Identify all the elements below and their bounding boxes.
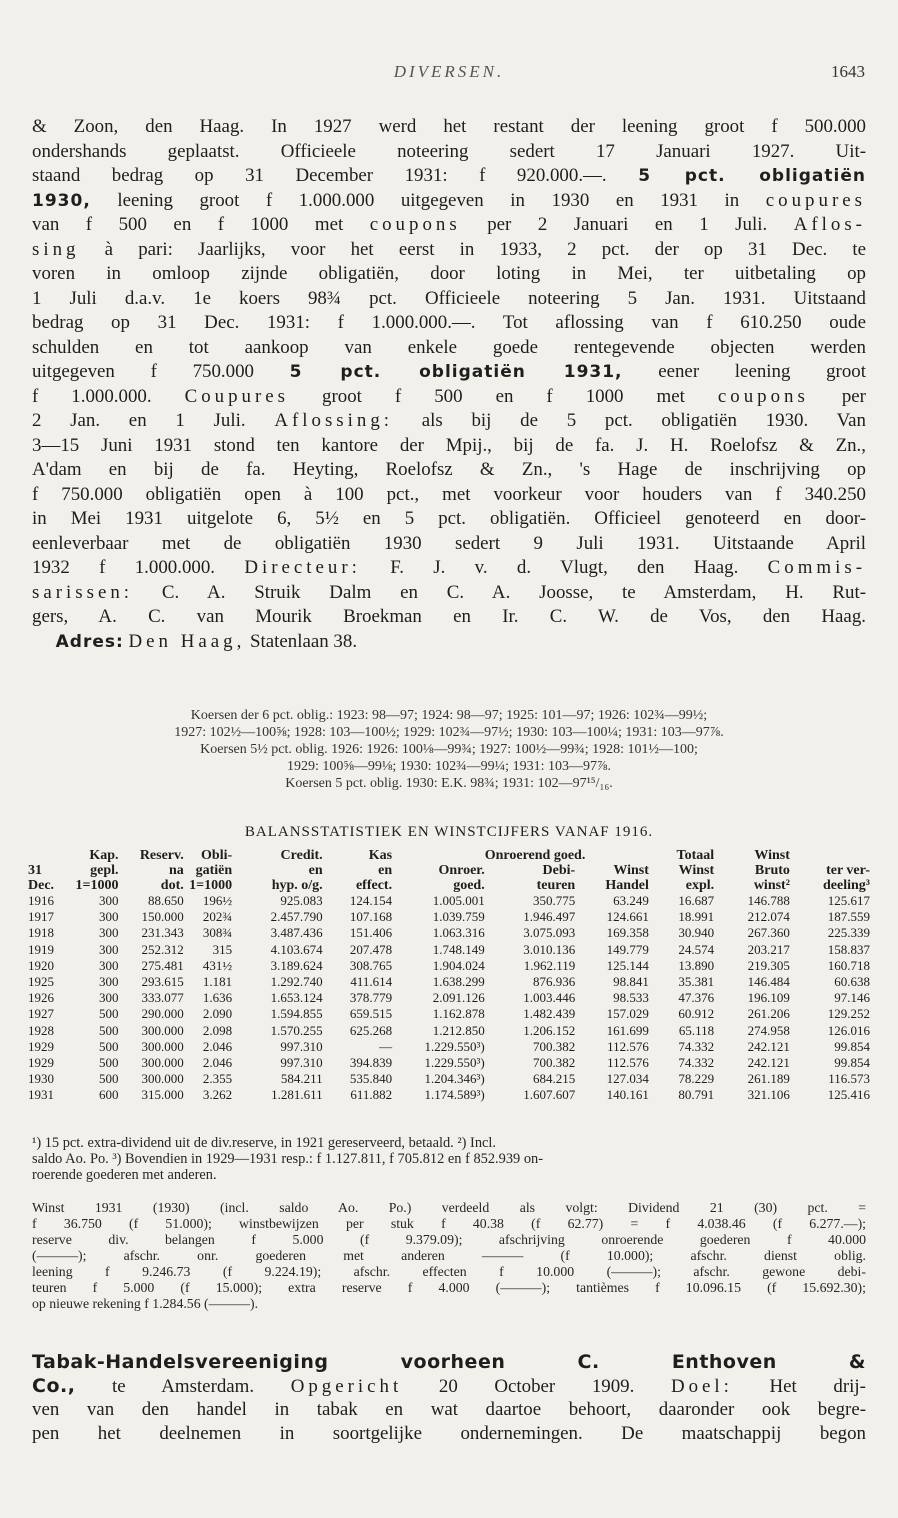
text-line: bedrag op 31 Dec. 1931: f 1.000.000.—. Tot aflossing van f 610.250 oude — [32, 312, 866, 333]
year-cell: 1916 — [28, 893, 54, 908]
table-cell: 625.268 — [349, 1022, 393, 1038]
table-cell: 350.775 — [532, 893, 576, 908]
header-row — [28, 863, 870, 878]
text-line — [32, 630, 866, 655]
text-line: ven van den handel in tabak en wat daartoe behoort, daaronder ook begre- — [32, 1399, 866, 1420]
table-cell: 1.292.740 — [270, 974, 323, 990]
table-cell: 242.121 — [747, 1038, 790, 1054]
text-line — [32, 1350, 866, 1374]
text-line: staand bedrag op 31 December 1931: f 920.000.—. 5 pct. obligatiën — [32, 165, 866, 186]
table-cell: 3.010.136 — [523, 941, 576, 957]
table-cell: 242.121 — [747, 1055, 790, 1071]
column-header — [790, 848, 870, 863]
table-row — [28, 942, 870, 958]
table-cell: 3.262 — [202, 1087, 233, 1103]
table-cell: 300 — [99, 990, 119, 1006]
table-cell: 151.406 — [349, 925, 393, 941]
year-cell: 1929 — [28, 1055, 54, 1071]
table-cell: 127.034 — [606, 1071, 649, 1087]
table-cell: 225.339 — [827, 925, 870, 941]
table-cell: 65.118 — [678, 1022, 715, 1038]
column-header: expl. — [685, 878, 715, 893]
table-cell: 146.788 — [747, 893, 790, 908]
text-line: ondershands geplaatst. Officieele noteering sedert 17 Januari 1927. Uit- — [32, 140, 866, 162]
table-cell: 1.482.439 — [523, 1006, 576, 1022]
text-line: f 1.000.000. Coupures groot f 500 en f 1000 met coupons per — [32, 385, 866, 407]
profit-distribution — [32, 1200, 866, 1312]
table-cell: 290.000 — [141, 1006, 184, 1022]
table-row — [28, 1071, 870, 1087]
year-cell: 1926 — [28, 990, 54, 1006]
quote-line: 1927: 102½—100⅝; 1928: 103—100½; 1929: 102¾—97½; 1930: 103—100¼; 1931: 103—97⅞. — [174, 725, 724, 740]
table-cell: 275.481 — [141, 957, 184, 973]
table-cell: 1.039.759 — [432, 909, 485, 925]
text-line: pen het deelnemen in soortgelijke ondernemingen. De maatschappij begon — [32, 1423, 866, 1444]
table-cell: 997.310 — [280, 1038, 323, 1054]
table-row — [28, 1006, 870, 1022]
column-header: Bruto — [754, 863, 790, 878]
table-cell: 1.003.446 — [523, 990, 576, 1006]
text-line: 3—15 Juni 1931 stond ten kantore der Mpij., bij de fa. J. H. Roelofsz & Zn., — [32, 434, 866, 456]
table-cell: 1.181 — [202, 974, 233, 990]
table-cell: 4.103.674 — [270, 941, 323, 957]
bond-heading: 5 pct. obligatiën — [638, 166, 866, 186]
text-line: eenleverbaar met de obligatiën 1930 sedert 9 Juli 1931. Uitstaande April — [32, 532, 866, 554]
table-cell: 500 — [99, 1055, 119, 1071]
profit-line: (———); afschr. onr. goederen met anderen ——— (f 10.000); afschr. dienst oblig. — [32, 1248, 866, 1263]
year-cell: 1929 — [28, 1038, 54, 1054]
text-line: uitgegeven f 750.000 5 pct. obligatiën 1931, eener leening groot — [32, 361, 866, 382]
table-row — [28, 1039, 870, 1055]
year-cell: 1925 — [28, 974, 54, 990]
table-cell: 124.661 — [606, 909, 649, 925]
text-line: A'dam en bij de fa. Heyting, Roelofsz & Zn., 's Hage de inschrijving op — [32, 459, 866, 480]
table-cell: 1.162.878 — [432, 1006, 485, 1022]
year-cell: 1917 — [28, 909, 54, 925]
year-cell: 1930 — [28, 1071, 54, 1087]
table-header — [28, 848, 870, 893]
column-header: effect. — [355, 878, 393, 893]
column-header: na — [168, 863, 184, 878]
table-cell: 500 — [99, 1006, 119, 1022]
table-cell: 30.940 — [678, 925, 715, 941]
table-cell: 16.687 — [678, 893, 715, 908]
table-cell: 3.189.624 — [270, 957, 323, 973]
table-cell: 150.000 — [141, 909, 184, 925]
table-cell: 1.946.497 — [523, 909, 576, 925]
table-cell: 2.046 — [202, 1038, 233, 1054]
year-cell: 1931 — [28, 1087, 54, 1103]
table-cell: 125.416 — [827, 1087, 870, 1103]
table-cell: 684.215 — [532, 1071, 576, 1087]
table-cell: 431½ — [202, 957, 233, 973]
table-cell: 60.638 — [834, 974, 870, 990]
next-company-entry — [32, 1350, 866, 1446]
table-cell: 500 — [99, 1022, 119, 1038]
table-cell: 267.360 — [747, 925, 790, 941]
column-header: Winst — [613, 863, 649, 878]
footnote-line: ¹) 15 pct. extra-dividend uit de div.reserve, in 1921 gereserveerd, betaald. ²) Incl. — [32, 1135, 497, 1151]
table-cell: 129.252 — [827, 1006, 870, 1022]
bond-heading: 5 pct. obligatiën 1931, — [289, 362, 623, 382]
table-row — [28, 974, 870, 990]
table-cell: 3.075.093 — [523, 925, 576, 941]
column-header: Credit. — [280, 848, 323, 863]
table-cell: 300 — [99, 909, 119, 925]
text-line: f 750.000 obligatiën open à 100 pct., met voorkeur voor houders van f 340.250 — [32, 483, 866, 505]
quote-line: Koersen der 6 pct. oblig.: 1923: 98—97; 1924: 98—97; 1925: 101—97; 1926: 102¾—99½; — [190, 708, 708, 723]
table-cell: 80.791 — [678, 1087, 715, 1103]
table-cell: 500 — [99, 1038, 119, 1054]
table-cell: 252.312 — [141, 941, 184, 957]
column-header: en — [308, 863, 323, 878]
table-cell: 149.779 — [606, 941, 649, 957]
table-cell: — — [379, 1038, 393, 1054]
bond-heading: 1930, — [32, 190, 91, 211]
table-cell: 1.594.855 — [270, 1006, 323, 1022]
table-cell: 196.109 — [747, 990, 790, 1006]
table-cell: 74.332 — [678, 1038, 715, 1054]
page-header — [0, 62, 898, 86]
table-cell: 925.083 — [280, 893, 323, 908]
profit-line: leening f 9.246.73 (f 9.224.19); afschr. effecten f 10.000 (———); afschr. gewone debi- — [32, 1264, 866, 1279]
column-header: Totaal — [676, 848, 715, 863]
profit-line: reserve div. belangen f 5.000 (f 9.379.09); afschrijving onroerende goederen f 40.000 — [32, 1232, 866, 1247]
text-line: & Zoon, den Haag. In 1927 werd het restant der leening groot f 500.000 — [32, 116, 866, 137]
table-cell: 1.281.611 — [271, 1087, 323, 1103]
column-header: gatiën — [195, 863, 233, 878]
footnote-line: roerende goederen met anderen. — [32, 1167, 217, 1183]
column-header: deeling³ — [823, 878, 870, 893]
table-cell: 219.305 — [747, 957, 790, 973]
table-cell: 1.638.299 — [432, 974, 485, 990]
text-line: Co., te Amsterdam. Opgericht 20 October 1909. Doel: Het drij- — [32, 1375, 866, 1397]
table-cell: 308.765 — [349, 957, 393, 973]
table-cell: 261.206 — [747, 1006, 790, 1022]
table-cell: 13.890 — [678, 957, 715, 973]
table-cell: 24.574 — [678, 941, 715, 957]
column-header: Debi- — [542, 863, 576, 878]
text-line: sing à pari: Jaarlijks, voor het eerst in 1933, 2 pct. der op 31 Dec. te — [32, 238, 866, 260]
column-header: goed. — [453, 878, 485, 893]
table-cell: 300.000 — [141, 1071, 184, 1087]
table-cell: 112.576 — [607, 1055, 649, 1071]
table-cell: 187.559 — [827, 909, 870, 925]
column-header — [392, 848, 485, 863]
table-cell: 35.381 — [678, 974, 715, 990]
table-cell: 300 — [99, 957, 119, 973]
table-cell: 300.000 — [141, 1022, 184, 1038]
text-line: voren in omloop zijnde obligatiën, door loting in Mei, ter uitbetaling op — [32, 263, 866, 284]
table-cell: 1.063.316 — [432, 925, 485, 941]
table-cell: 2.355 — [202, 1071, 233, 1087]
column-header: Onroer. — [438, 863, 485, 878]
table-cell: 99.854 — [834, 1038, 870, 1054]
column-header: gepl. — [90, 863, 119, 878]
column-header: Obli- — [201, 848, 233, 863]
table-cell: 1.174.589³) — [424, 1087, 485, 1103]
table-cell: 231.343 — [141, 925, 184, 941]
table-cell: 158.837 — [827, 941, 870, 957]
column-header: 1=1000 — [75, 878, 119, 893]
table-cell: 300 — [99, 925, 119, 941]
table-cell: 74.332 — [678, 1055, 715, 1071]
column-header: Winst — [678, 863, 715, 878]
price-quotes — [32, 707, 866, 792]
table-cell: 700.382 — [532, 1055, 576, 1071]
quote-line: Koersen 5½ pct. oblig. 1926: 1926: 100⅛—99¾; 1927: 100½—99¾; 1928: 101½—100; — [200, 742, 698, 757]
quote-line: 1929: 100⅝—99⅛; 1930: 102¾—99¼; 1931: 103—97⅞. — [287, 759, 611, 774]
table-cell: 98.841 — [613, 974, 649, 990]
text-line: 1932 f 1.000.000. Directeur: F. J. v. d. Vlugt, den Haag. Commis- — [32, 557, 866, 578]
table-row — [28, 893, 870, 909]
column-header: Winst — [754, 848, 790, 863]
table-cell: 98.533 — [613, 990, 649, 1006]
table-cell: 125.144 — [606, 957, 649, 973]
table-cell: 203.217 — [747, 941, 790, 957]
column-header — [28, 848, 72, 863]
balance-table-title: BALANSSTATISTIEK EN WINSTCIJFERS VANAF 1916. — [244, 824, 654, 840]
address-street: Statenlaan 38. — [250, 630, 358, 652]
table-cell: 321.106 — [747, 1087, 790, 1103]
profit-line: op nieuwe rekening f 1.284.56 (———). — [32, 1296, 259, 1311]
table-cell: 202¾ — [202, 909, 233, 925]
table-cell: 1.212.850 — [432, 1022, 485, 1038]
table-cell: 207.478 — [349, 941, 393, 957]
table-row — [28, 909, 870, 925]
header-row — [28, 878, 870, 893]
table-cell: 997.310 — [280, 1055, 323, 1071]
table-cell: 1.570.255 — [270, 1022, 323, 1038]
column-header: teuren — [536, 878, 576, 893]
table-cell: 261.189 — [747, 1071, 790, 1087]
year-cell: 1927 — [28, 1006, 54, 1022]
table-cell: 1.653.124 — [270, 990, 323, 1006]
table-cell: 3.487.436 — [270, 925, 323, 941]
year-cell: 1920 — [28, 957, 54, 973]
column-header: Dec. — [28, 878, 55, 893]
page-number: 1643 — [831, 62, 865, 81]
table-cell: 1.204.346³) — [424, 1071, 485, 1087]
header-row — [28, 848, 870, 863]
profit-line: f 36.750 (f 51.000); winstbewijzen per stuk f 40.38 (f 62.77) = f 4.038.46 (f 6.277.—); — [32, 1216, 866, 1231]
table-cell: 169.358 — [606, 925, 649, 941]
profit-line: teuren f 5.000 (f 15.000); extra reserve f 4.000 (———); tantièmes f 10.096.15 (f 15.692.30); — [32, 1280, 866, 1295]
table-cell: 2.090 — [202, 1006, 233, 1022]
quote-line: Koersen 5 pct. oblig. 1930: E.K. 98¾; 1931: 102—97¹⁵/₁₆. — [285, 776, 613, 791]
table-cell: 78.229 — [678, 1071, 715, 1087]
text-line: 2 Jan. en 1 Juli. Aflossing: als bij de 5 pct. obligatiën 1930. Van — [32, 410, 866, 431]
table-cell: 274.958 — [747, 1022, 790, 1038]
table-cell: 161.699 — [606, 1022, 649, 1038]
table-cell: 1.005.001 — [432, 893, 485, 908]
table-cell: 300.000 — [141, 1038, 184, 1054]
table-cell: 140.161 — [606, 1087, 649, 1103]
text-line: 1930, leening groot f 1.000.000 uitgegeven in 1930 en 1931 in coupures — [32, 189, 866, 211]
address-label: Adres: — [55, 631, 124, 652]
table-cell: 60.912 — [678, 1006, 715, 1022]
year-cell: 1918 — [28, 925, 54, 941]
table-cell: 99.854 — [834, 1055, 870, 1071]
table-row — [28, 958, 870, 974]
table-cell: 378.779 — [349, 990, 393, 1006]
text-line: sarissen: C. A. Struik Dalm en C. A. Joosse, te Amsterdam, H. Rut- — [32, 581, 866, 603]
year-cell: 1919 — [28, 941, 54, 957]
table-cell: 88.650 — [148, 893, 184, 908]
table-cell: 124.154 — [349, 893, 393, 908]
table-row — [28, 1023, 870, 1039]
table-cell: 535.840 — [349, 1071, 393, 1087]
table-cell: 1.636 — [202, 990, 233, 1006]
profit-line: Winst 1931 (1930) (incl. saldo Ao. Po.) verdeeld als volgt: Dividend 21 (30) pct. = — [32, 1200, 866, 1215]
table-cell: 63.249 — [613, 893, 649, 908]
table-cell: 333.077 — [141, 990, 184, 1006]
table-cell: 584.211 — [280, 1071, 323, 1087]
column-header: winst² — [753, 878, 790, 893]
table-cell: 47.376 — [678, 990, 715, 1006]
column-header: en — [378, 863, 393, 878]
year-cell: 1928 — [28, 1022, 54, 1038]
table-cell: 315.000 — [141, 1087, 184, 1103]
table-cell: 876.936 — [532, 974, 576, 990]
running-title: DIVERSEN. — [393, 62, 505, 81]
company-name: Tabak-Handelsvereeniging voorheen C. Enthoven & — [32, 1351, 866, 1373]
table-cell: 2.457.790 — [270, 909, 323, 925]
column-header: Reserv. — [139, 848, 184, 863]
table-cell: 125.617 — [827, 893, 870, 908]
column-header: hyp. o/g. — [271, 878, 323, 893]
table-cell: 196½ — [202, 893, 233, 908]
text-line: van f 500 en f 1000 met coupons per 2 Januari en 1 Juli. Aflos- — [32, 214, 866, 235]
column-header — [575, 848, 649, 863]
table-cell: 300.000 — [141, 1055, 184, 1071]
table-cell: 1.229.550³) — [424, 1038, 485, 1054]
table-cell: 146.484 — [747, 974, 790, 990]
table-cell: 315 — [212, 941, 233, 957]
table-cell: 300 — [99, 941, 119, 957]
footnotes — [32, 1135, 866, 1183]
table-cell: 300 — [99, 893, 119, 908]
table-cell: 411.614 — [350, 974, 393, 990]
table-cell: 293.615 — [141, 974, 184, 990]
table-cell: 1.748.149 — [432, 941, 485, 957]
table-cell: 1.962.119 — [523, 957, 576, 973]
column-header: Handel — [605, 878, 649, 893]
table-cell: 659.515 — [349, 1006, 393, 1022]
table-cell: 1.607.607 — [523, 1087, 576, 1103]
column-header: Onroerend goed. — [484, 848, 586, 863]
table-cell: 97.146 — [834, 990, 870, 1006]
column-header: Kap. — [89, 848, 119, 863]
table-cell: 112.576 — [607, 1038, 649, 1054]
table-cell: 116.573 — [828, 1071, 870, 1087]
table-cell: 394.839 — [349, 1055, 393, 1071]
table-cell: 1.206.152 — [523, 1022, 576, 1038]
table-cell: 2.098 — [202, 1022, 233, 1038]
table-cell: 500 — [99, 1071, 119, 1087]
table-cell: 160.718 — [827, 957, 870, 973]
table-cell: 300 — [99, 974, 119, 990]
table-cell: 1.904.024 — [432, 957, 485, 973]
text-line: 1 Juli d.a.v. 1e koers 98¾ pct. Officieele noteering 5 Jan. 1931. Uitstaand — [32, 287, 866, 309]
column-header: dot. — [160, 878, 184, 893]
column-header: ter ver- — [826, 863, 870, 878]
table-cell: 2.046 — [202, 1055, 233, 1071]
table-row — [28, 1087, 870, 1103]
table-cell: 212.074 — [747, 909, 790, 925]
table-row — [28, 1055, 870, 1071]
table-row — [28, 925, 870, 941]
footnote-line: saldo Ao. Po. ³) Bovendien in 1929—1931 resp.: f 1.127.811, f 705.812 en f 852.939 on- — [32, 1151, 544, 1167]
text-line: gers, A. C. van Mourik Broekman en Ir. C. W. de Vos, den Haag. — [32, 606, 866, 627]
table-body — [28, 893, 870, 1104]
company-description — [32, 115, 866, 654]
table-cell: 157.029 — [606, 1006, 649, 1022]
text-line: schulden en tot aankoop van enkele goede rentegevende objecten werden — [32, 336, 866, 358]
text-line: in Mei 1931 uitgelote 6, 5½ en 5 pct. obligatiën. Officieel genoteerd en door- — [32, 508, 866, 529]
column-header: Kas — [368, 848, 393, 863]
column-header: 1=1000 — [189, 878, 233, 893]
address-city: Den Haag, — [128, 630, 246, 652]
table-cell: 1.229.550³) — [424, 1055, 485, 1071]
table-cell: 600 — [99, 1087, 119, 1103]
balance-statistics-table — [28, 848, 870, 1104]
column-header: 31 — [28, 863, 42, 878]
table-cell: 611.882 — [350, 1087, 393, 1103]
table-cell: 107.168 — [349, 909, 393, 925]
table-cell: 308¾ — [202, 925, 233, 941]
table-row — [28, 990, 870, 1006]
table-cell: 700.382 — [532, 1038, 576, 1054]
table-cell: 2.091.126 — [432, 990, 485, 1006]
table-cell: 126.016 — [827, 1022, 870, 1038]
table-cell: 18.991 — [678, 909, 715, 925]
